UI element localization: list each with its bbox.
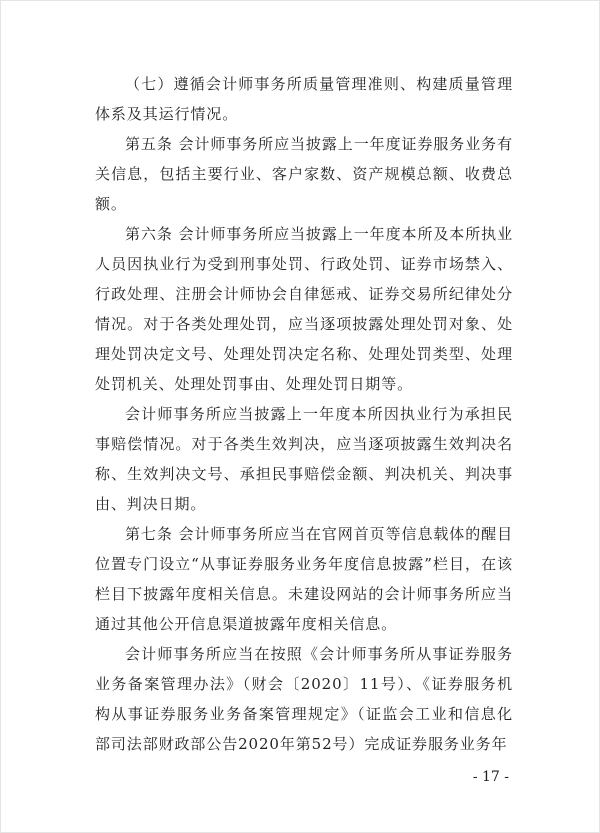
paragraph-filing-requirement: 会计师事务所应当在按照《会计师事务所从事证券服务业务备案管理办法》（财会〔2020〕11号）、《证券服务机构从事证券服务业务备案管理规定》（证监会工业和信息化部司法部财政部公告2020年第52号）完成证券服务业务年 bbox=[95, 645, 513, 753]
paragraph-civil-compensation: 会计师事务所应当披露上一年度本所因执业行为承担民事赔偿情况。对于各类生效判决，应当逐项披露生效判决名称、生效判决文号、承担民事赔偿金额、判决机关、判决事由、判决日期。 bbox=[95, 405, 513, 513]
page-number: - 17 - bbox=[472, 769, 509, 785]
document-body bbox=[95, 69, 513, 759]
paragraph-article-7: 第七条 会计师事务所应当在官网首页等信息载体的醒目位置专门设立“从事证券服务业务年度信息披露”栏目，在该栏目下披露年度相关信息。未建设网站的会计师事务所应当通过其他公开信息渠道披露年度相关信息。 bbox=[95, 525, 513, 633]
paragraph-article-6: 第六条 会计师事务所应当披露上一年度本所及本所执业人员因执业行为受到刑事处罚、行政处罚、证券市场禁入、行政处理、注册会计师协会自律惩戒、证券交易所纪律处分情况。对于各类处理处罚，应当逐项披露处理处罚对象、处理处罚决定文号、处理处罚决定名称、处理处罚类型、处理处罚机关、处理处罚事由、处理处罚日期等。 bbox=[95, 225, 513, 393]
paragraph-article-5: 第五条 会计师事务所应当披露上一年度证券服务业务有关信息，包括主要行业、客户家数、资产规模总额、收费总额。 bbox=[95, 135, 513, 213]
paragraph-quality-management: （七）遵循会计师事务所质量管理准则、构建质量管理体系及其运行情况。 bbox=[95, 75, 513, 123]
